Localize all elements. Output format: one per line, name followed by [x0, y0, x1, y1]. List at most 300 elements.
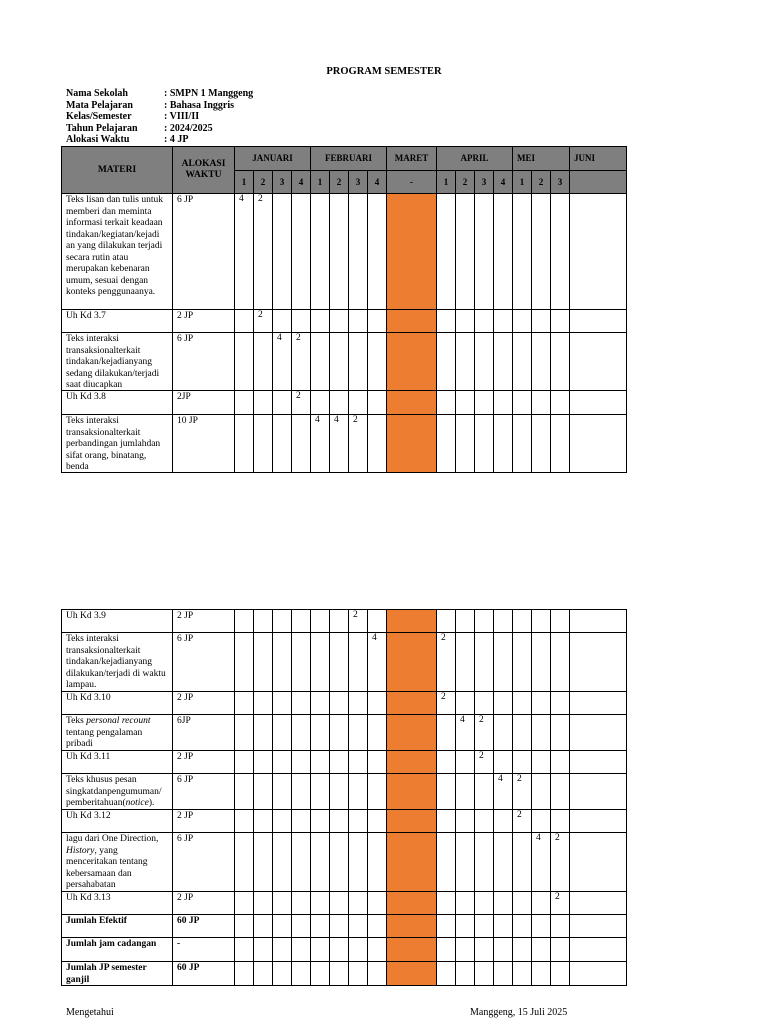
week-cell — [273, 751, 292, 774]
week-cell — [532, 715, 551, 751]
week-cell — [551, 415, 570, 473]
week-cell — [349, 962, 368, 986]
week-cell — [532, 310, 551, 333]
week-cell — [494, 938, 513, 962]
week-cell — [330, 833, 349, 892]
week-cell — [235, 810, 254, 833]
week-cell — [494, 415, 513, 473]
alokasi-cell: 6JP — [173, 715, 235, 751]
week-cell — [273, 715, 292, 751]
info-row-class — [66, 111, 253, 123]
header-week: 2 — [532, 171, 551, 194]
info-row-school — [66, 88, 253, 100]
info-label: Kelas/Semester — [66, 111, 132, 122]
week-cell — [494, 892, 513, 915]
week-cell — [330, 938, 349, 962]
week-cell — [513, 333, 532, 391]
week-cell — [254, 391, 273, 415]
week-cell — [330, 715, 349, 751]
materi-cell — [62, 833, 173, 892]
week-cell — [456, 610, 475, 633]
week-cell — [235, 915, 254, 938]
week-cell — [273, 310, 292, 333]
week-cell — [368, 938, 387, 962]
header-week — [570, 171, 627, 194]
week-cell — [311, 962, 330, 986]
week-cell — [532, 610, 551, 633]
week-cell — [551, 692, 570, 715]
week-cell — [292, 633, 311, 692]
week-cell — [437, 774, 456, 810]
week-cell: 2 — [292, 391, 311, 415]
week-cell — [292, 715, 311, 751]
materi-text: personal recount — [86, 716, 151, 726]
week-cell — [368, 915, 387, 938]
week-cell — [513, 391, 532, 415]
materi-cell — [62, 715, 173, 751]
week-cell — [551, 391, 570, 415]
week-cell — [532, 915, 551, 938]
week-cell — [456, 938, 475, 962]
materi-cell: Teks lisan dan tulis untuk memberi dan meminta informasi terkait keadaan tindakan/kegiatan/kejadi an yang dilakukan terjadi secara rutin atau merupakan kebenaran umum, sesuai dengan konteks penggunaanya. — [62, 194, 173, 310]
week-cell — [292, 833, 311, 892]
week-cell — [475, 633, 494, 692]
materi-text: , yang menceritakan tentang kebersamaan dan persahabatan — [66, 845, 148, 890]
alokasi-cell: 2 JP — [173, 892, 235, 915]
week-cell — [330, 633, 349, 692]
week-cell — [330, 774, 349, 810]
week-cell — [349, 633, 368, 692]
week-cell — [235, 333, 254, 391]
week-cell — [494, 751, 513, 774]
march-holiday-cell — [387, 415, 437, 473]
week-cell — [292, 751, 311, 774]
schedule-table-part-2 — [61, 609, 627, 986]
week-cell — [475, 391, 494, 415]
week-cell: 2 — [254, 194, 273, 310]
march-holiday-cell — [387, 892, 437, 915]
week-cell — [456, 194, 475, 310]
header-month-juni: JUNI — [570, 147, 627, 171]
week-cell — [513, 715, 532, 751]
week-cell — [551, 715, 570, 751]
week-cell — [551, 194, 570, 310]
week-cell — [273, 938, 292, 962]
june-cell — [570, 633, 627, 692]
june-cell — [570, 415, 627, 473]
week-cell — [273, 415, 292, 473]
week-cell — [494, 610, 513, 633]
materi-text: tentang pengalaman pribadi — [66, 727, 143, 749]
header-week: 1 — [311, 171, 330, 194]
week-cell — [349, 333, 368, 391]
week-cell — [532, 962, 551, 986]
week-cell: 4 — [456, 715, 475, 751]
week-cell — [551, 774, 570, 810]
week-cell: 4 — [273, 333, 292, 391]
header-month-februari: FEBRUARI — [311, 147, 387, 171]
header-month-april: APRIL — [437, 147, 513, 171]
week-cell — [349, 774, 368, 810]
week-cell — [475, 938, 494, 962]
week-cell — [368, 715, 387, 751]
week-cell — [311, 892, 330, 915]
week-cell — [456, 962, 475, 986]
alokasi-cell: 2 JP — [173, 610, 235, 633]
march-holiday-cell — [387, 194, 437, 310]
march-holiday-cell — [387, 391, 437, 415]
week-cell: 2 — [349, 415, 368, 473]
week-cell — [330, 194, 349, 310]
week-cell — [368, 415, 387, 473]
week-cell — [235, 962, 254, 986]
week-cell — [475, 892, 494, 915]
week-cell — [368, 692, 387, 715]
week-cell — [368, 194, 387, 310]
week-cell: 2 — [475, 751, 494, 774]
header-month-januari: JANUARI — [235, 147, 311, 171]
week-cell — [349, 892, 368, 915]
week-cell — [456, 774, 475, 810]
week-cell: 2 — [349, 610, 368, 633]
header-week: 4 — [494, 171, 513, 194]
june-cell — [570, 892, 627, 915]
week-cell — [532, 938, 551, 962]
week-cell — [532, 633, 551, 692]
week-cell — [551, 962, 570, 986]
week-cell — [311, 692, 330, 715]
week-cell — [475, 774, 494, 810]
march-holiday-cell — [387, 310, 437, 333]
week-cell — [456, 751, 475, 774]
week-cell — [551, 310, 570, 333]
week-cell: 2 — [513, 774, 532, 810]
week-cell — [254, 938, 273, 962]
june-cell — [570, 333, 627, 391]
week-cell — [330, 692, 349, 715]
info-row-time — [66, 134, 253, 146]
march-holiday-cell — [387, 333, 437, 391]
week-cell — [437, 938, 456, 962]
info-label: Nama Sekolah — [66, 88, 128, 99]
week-cell: 4 — [235, 194, 254, 310]
week-cell — [330, 892, 349, 915]
week-cell — [532, 774, 551, 810]
week-cell: 2 — [254, 310, 273, 333]
week-cell — [532, 194, 551, 310]
june-cell — [570, 610, 627, 633]
week-cell — [292, 692, 311, 715]
march-holiday-cell — [387, 751, 437, 774]
alokasi-cell: 6 JP — [173, 194, 235, 310]
week-cell: 2 — [551, 833, 570, 892]
alokasi-cell: 6 JP — [173, 633, 235, 692]
week-cell — [437, 962, 456, 986]
week-cell — [368, 391, 387, 415]
week-cell — [494, 333, 513, 391]
week-cell — [311, 938, 330, 962]
alokasi-cell: - — [173, 938, 235, 962]
week-cell — [254, 962, 273, 986]
week-cell — [494, 962, 513, 986]
week-cell — [437, 751, 456, 774]
week-cell — [292, 915, 311, 938]
week-cell — [437, 610, 456, 633]
week-cell — [311, 194, 330, 310]
week-cell — [494, 310, 513, 333]
header-week: 4 — [292, 171, 311, 194]
week-cell — [551, 938, 570, 962]
materi-cell: Uh Kd 3.9 — [62, 610, 173, 633]
week-cell — [254, 915, 273, 938]
week-cell — [292, 938, 311, 962]
week-cell — [494, 692, 513, 715]
alokasi-cell: 2 JP — [173, 810, 235, 833]
week-cell: 2 — [513, 810, 532, 833]
week-cell — [532, 692, 551, 715]
info-row-subject — [66, 100, 253, 112]
week-cell — [292, 892, 311, 915]
week-cell — [437, 194, 456, 310]
week-cell — [513, 938, 532, 962]
materi-cell: Teks interaksi transaksionalterkait tindakan/kejadianyang sedang dilakukan/terjadi saat diucapkan — [62, 333, 173, 391]
week-cell — [437, 715, 456, 751]
week-cell: 2 — [437, 633, 456, 692]
week-cell — [494, 391, 513, 415]
week-cell — [292, 610, 311, 633]
week-cell — [235, 310, 254, 333]
week-cell — [235, 610, 254, 633]
week-cell — [551, 915, 570, 938]
header-month-mei: MEI — [513, 147, 570, 171]
week-cell — [330, 915, 349, 938]
footer-acknowledged: Mengetahui — [66, 1007, 114, 1018]
alokasi-cell: 10 JP — [173, 415, 235, 473]
week-cell — [311, 715, 330, 751]
week-cell — [254, 610, 273, 633]
week-cell — [273, 774, 292, 810]
week-cell — [254, 774, 273, 810]
week-cell — [437, 810, 456, 833]
info-label: Alokasi Waktu — [66, 134, 130, 145]
week-cell — [235, 892, 254, 915]
week-cell — [273, 833, 292, 892]
week-cell — [349, 751, 368, 774]
week-cell — [330, 391, 349, 415]
week-cell — [273, 962, 292, 986]
march-holiday-cell — [387, 938, 437, 962]
week-cell — [437, 892, 456, 915]
footer-place-date: Manggeng, 15 Juli 2025 — [470, 1007, 568, 1018]
week-cell — [532, 751, 551, 774]
materi-cell: Teks interaksi transaksionalterkait perbandingan jumlahdan sifat orang, binatang, benda — [62, 415, 173, 473]
week-cell — [513, 194, 532, 310]
week-cell — [437, 310, 456, 333]
june-cell — [570, 833, 627, 892]
week-cell — [513, 692, 532, 715]
week-cell — [311, 633, 330, 692]
week-cell — [254, 715, 273, 751]
june-cell — [570, 310, 627, 333]
info-label: Mata Pelajaran — [66, 99, 133, 111]
june-cell — [570, 962, 627, 986]
alokasi-cell: 2 JP — [173, 310, 235, 333]
week-cell — [292, 810, 311, 833]
alokasi-cell: 6 JP — [173, 833, 235, 892]
materi-text: lagu dari One Direction, — [66, 834, 159, 844]
june-cell — [570, 810, 627, 833]
week-cell — [494, 810, 513, 833]
june-cell — [570, 715, 627, 751]
week-cell — [311, 751, 330, 774]
march-holiday-cell — [387, 962, 437, 986]
june-cell — [570, 751, 627, 774]
week-cell — [349, 194, 368, 310]
week-cell — [235, 751, 254, 774]
week-cell — [273, 892, 292, 915]
week-cell — [235, 415, 254, 473]
week-cell — [494, 833, 513, 892]
header-week: 2 — [330, 171, 349, 194]
week-cell — [475, 310, 494, 333]
june-cell — [570, 194, 627, 310]
header-week: 1 — [437, 171, 456, 194]
header-week: 2 — [254, 171, 273, 194]
info-row-year — [66, 123, 253, 135]
week-cell — [456, 915, 475, 938]
materi-text: History — [66, 845, 95, 856]
alokasi-cell: 2 JP — [173, 751, 235, 774]
materi-cell: Jumlah Efektif — [62, 915, 173, 938]
week-cell — [456, 415, 475, 473]
week-cell — [254, 833, 273, 892]
schedule-table-part-1 — [61, 146, 627, 473]
week-cell — [513, 415, 532, 473]
week-cell — [513, 610, 532, 633]
week-cell — [292, 415, 311, 473]
week-cell — [532, 415, 551, 473]
week-cell — [475, 194, 494, 310]
header-week: 3 — [475, 171, 494, 194]
week-cell — [273, 610, 292, 633]
materi-cell: Uh Kd 3.7 — [62, 310, 173, 333]
week-cell — [456, 310, 475, 333]
week-cell — [330, 310, 349, 333]
week-cell — [368, 310, 387, 333]
week-cell — [437, 391, 456, 415]
week-cell — [235, 715, 254, 751]
march-holiday-cell — [387, 774, 437, 810]
week-cell — [551, 633, 570, 692]
week-cell — [368, 833, 387, 892]
materi-cell: Uh Kd 3.10 — [62, 692, 173, 715]
march-holiday-cell — [387, 915, 437, 938]
header-week: 1 — [235, 171, 254, 194]
header-alokasi: ALOKASI WAKTU — [173, 147, 235, 194]
week-cell — [235, 938, 254, 962]
week-cell — [292, 962, 311, 986]
week-cell — [311, 310, 330, 333]
week-cell — [273, 810, 292, 833]
week-cell: 2 — [475, 715, 494, 751]
header-week: - — [387, 171, 437, 194]
week-cell — [311, 610, 330, 633]
week-cell — [513, 915, 532, 938]
materi-cell — [62, 774, 173, 810]
info-value: : 2024/2025 — [164, 122, 213, 134]
week-cell — [368, 774, 387, 810]
week-cell — [513, 633, 532, 692]
week-cell — [330, 810, 349, 833]
week-cell — [292, 774, 311, 810]
june-cell — [570, 692, 627, 715]
week-cell — [475, 610, 494, 633]
materi-text: Teks khusus pesan singkatdanpengumuman/ pemberitahuan( — [66, 775, 162, 808]
header-week: 1 — [513, 171, 532, 194]
week-cell — [513, 962, 532, 986]
week-cell — [330, 610, 349, 633]
week-cell — [368, 333, 387, 391]
materi-cell: Uh Kd 3.8 — [62, 391, 173, 415]
week-cell — [456, 892, 475, 915]
march-holiday-cell — [387, 610, 437, 633]
week-cell — [311, 810, 330, 833]
march-holiday-cell — [387, 715, 437, 751]
week-cell: 2 — [292, 333, 311, 391]
week-cell — [494, 633, 513, 692]
week-cell — [494, 915, 513, 938]
week-cell — [475, 333, 494, 391]
week-cell — [551, 610, 570, 633]
week-cell — [437, 833, 456, 892]
alokasi-cell: 2 JP — [173, 692, 235, 715]
materi-text: ). — [148, 798, 155, 808]
alokasi-cell: 6 JP — [173, 333, 235, 391]
march-holiday-cell — [387, 633, 437, 692]
alokasi-cell: 60 JP — [173, 962, 235, 986]
week-cell — [349, 938, 368, 962]
week-cell — [273, 692, 292, 715]
june-cell — [570, 391, 627, 415]
week-cell — [254, 751, 273, 774]
week-cell — [235, 833, 254, 892]
week-cell — [475, 810, 494, 833]
week-cell — [349, 391, 368, 415]
week-cell — [273, 915, 292, 938]
week-cell — [292, 310, 311, 333]
week-cell — [437, 333, 456, 391]
week-cell — [532, 391, 551, 415]
info-value: : Bahasa Inggris — [164, 99, 235, 111]
week-cell: 4 — [311, 415, 330, 473]
march-holiday-cell — [387, 692, 437, 715]
week-cell — [551, 333, 570, 391]
week-cell — [254, 810, 273, 833]
week-cell — [532, 333, 551, 391]
week-cell — [475, 915, 494, 938]
info-value: : VIII/II — [164, 111, 200, 122]
june-cell — [570, 915, 627, 938]
week-cell — [456, 333, 475, 391]
materi-cell: Uh Kd 3.12 — [62, 810, 173, 833]
week-cell — [330, 751, 349, 774]
week-cell — [551, 810, 570, 833]
materi-text: Teks — [66, 716, 87, 726]
document-title: PROGRAM SEMESTER — [326, 66, 442, 77]
week-cell: 4 — [368, 633, 387, 692]
week-cell: 2 — [437, 692, 456, 715]
week-cell — [349, 715, 368, 751]
